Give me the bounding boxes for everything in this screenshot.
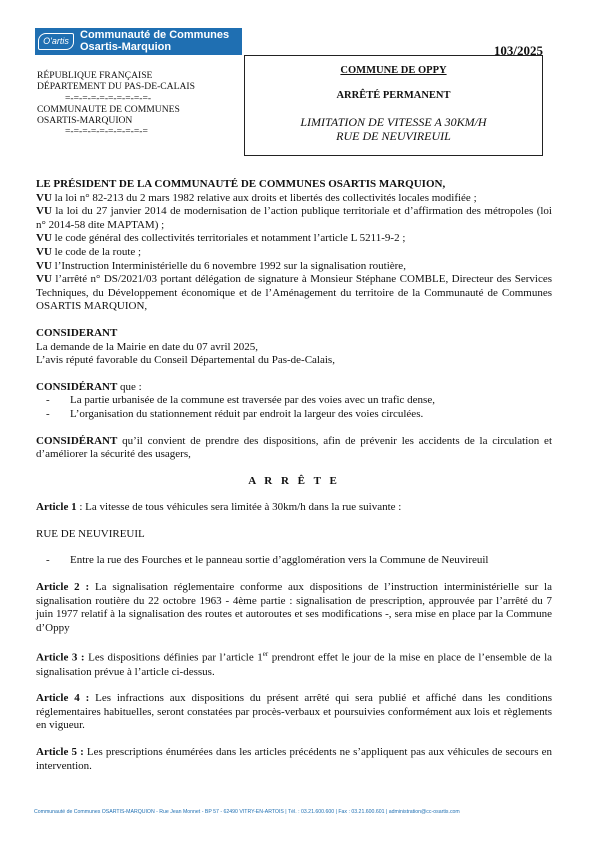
decree-type: ARRÊTÉ PERMANENT [336,90,451,101]
logo-line1: Communauté de Communes [80,29,230,41]
republic-label: RÉPUBLIQUE FRANÇAISE [37,70,153,81]
subject-line2: RUE DE NEUVIREUIL [336,129,451,143]
document-number: 103/2025 [493,43,543,58]
title-box [244,55,543,156]
separator: =-=-=-=-=-=-=-=-=-=- [65,92,152,104]
article-3: Article 3 : Les dispositions définies par l’article 1er prendront effet le jour de la mise en place de l’ensemble de la signalisation prévue à l’article ci-dessus. [36,650,553,678]
article-2: Article 2 : La signalisation réglementaire conforme aux dispositions de l’instruction interministérielle sur la signalisation routière du 22 octobre 1963 - 4ème partie : signalisation de prescription, approuvée par l’arrêté du 7 juin 1977 relatif à la signalisation des routes et autoroutes et ses modifications -, sera mise en place par la Commune d’Oppy [36,581,552,634]
article-4: Article 4 : Les infractions aux dispositions du présent arrêté qui sera publié et affiché dans les conditions réglementaires habituelles, seront constatées par procès-verbaux et poursuivies conformément aux lois et règlements en vigueur. [36,692,552,732]
arrete-heading: A R R Ê T E [248,474,340,487]
considerant-line: L’avis réputé favorable du Conseil Départemental du Pas-de-Calais, [36,354,335,367]
considerant-line: La demande de la Mairie en date du 07 avril 2025, [36,340,259,353]
considerant-list [36,394,552,421]
logo-icon: O'artis [38,33,74,50]
list-item: - L’organisation du stationnement réduit par endroit la largeur des voies circulées. [62,408,552,422]
considerant2: CONSIDÉRANT que : [36,380,142,393]
considerant3: CONSIDÉRANT qu’il convient de prendre des dispositions, afin de prévenir les accidents de la circulation et d’améliorer la sécurité des usagers, [36,434,552,461]
list-item: - Entre la rue des Fourches et le panneau sortie d’agglomération vers la Commune de Neuvireuil [62,554,552,568]
street-name: RUE DE NEUVIREUIL [36,527,145,540]
left-header [37,70,195,138]
vu-item: VU l’Instruction Interministérielle du 6 novembre 1992 sur la signalisation routière, [36,259,406,272]
president-heading: LE PRÉSIDENT DE LA COMMUNAUTÉ DE COMMUNES OSARTIS MARQUION, [36,178,446,190]
article-5: Article 5 : Les prescriptions énumérées dans les articles précédents ne s’appliquent pas aux véhicules de secours en intervention. [36,746,552,772]
logo-line2: Osartis-Marquion [80,41,172,53]
community-label: COMMUNAUTE DE COMMUNES [37,103,180,115]
vu-item: VU le code de la route ; [36,245,142,258]
footer: Communauté de Communes OSARTIS-MARQUION - Rue Jean Monnet - BP 57 - 62490 VITRY-EN-ARTOIS | Tél. : 03.21.600.600 | Fax : 03.21.600.601 | administration@cc-osartis.com [34,809,460,815]
street-list [36,554,552,568]
vu-item: VU la loi n° 82-213 du 2 mars 1982 relative aux droits et libertés des collectivités locales modifiée ; [36,191,477,204]
document-body [36,178,552,773]
department-label: DÉPARTEMENT DU PAS-DE-CALAIS [37,81,195,93]
vu-item: VU la loi du 27 janvier 2014 de modernisation de l’action publique territoriale et d’affirmation des métropoles (loi n° 2014-58 dite MAPTAM) ; [36,205,552,231]
vu-item: VU l’arrêté n° DS/2021/03 portant délégation de signature à Monsieur Stéphane COMBLE, Directeur des Services Techniques, du Développement économique et de l’Aménagement du territoire de la Communauté de Communes OSARTIS MARQUION, [36,273,552,313]
community-name: OSARTIS-MARQUION [37,115,133,127]
article-1: Article 1 : La vitesse de tous véhicules sera limitée à 30km/h dans la rue suivante : [36,501,402,514]
considerant-heading: CONSIDERANT [36,326,118,339]
vu-item: VU le code général des collectivités territoriales et notamment l’article L 5211-9-2 ; [36,232,406,245]
commune-title: COMMUNE DE OPPY [340,65,447,76]
separator: =-=-=-=-=-=-=-=-=-= [65,126,148,138]
subject-line1: LIMITATION DE VITESSE A 30KM/H [300,115,487,129]
decree-subject [245,115,542,143]
list-item: - La partie urbanisée de la commune est traversée par des voies avec un trafic dense, [62,394,552,408]
